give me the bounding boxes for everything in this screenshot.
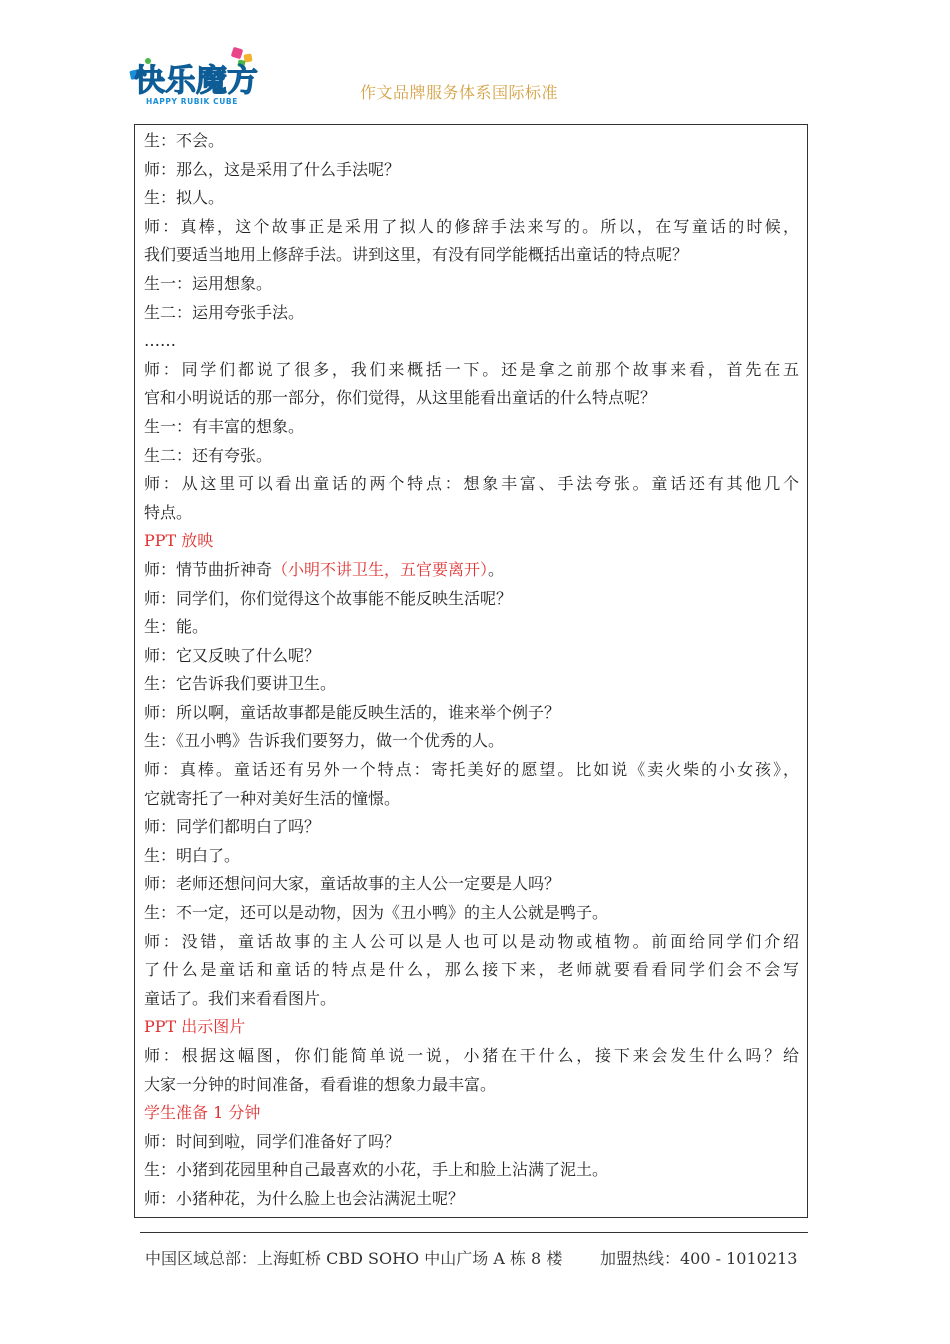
rubik-cube-logo-icon <box>128 46 260 108</box>
footer-address: 中国区域总部：上海虹桥 CBD SOHO 中山广场 A 栋 8 楼 <box>145 1249 563 1268</box>
stage-direction: PPT 放映 <box>144 531 214 551</box>
transcript-line: 师：所以啊，童话故事都是能反映生活的，谁来举个例子？ <box>144 702 561 722</box>
transcript-line: 生一：有丰富的想象。 <box>144 416 305 436</box>
logo-wordmark: 快乐魔方 <box>134 63 258 99</box>
transcript-line: 生二：还有夸张。 <box>144 445 273 465</box>
transcript-line: 生二：运用夸张手法。 <box>144 302 305 322</box>
transcript-line <box>144 556 799 585</box>
footer-hotline: 加盟热线：400 - 1010213 <box>600 1249 798 1268</box>
logo-subtext: HAPPY RUBIK CUBE <box>146 97 238 106</box>
ellipsis-line: …… <box>144 331 176 351</box>
brand-logo <box>128 46 260 108</box>
transcript-line: 生：它告诉我们要讲卫生。 <box>144 674 337 694</box>
transcript-line: 师：真棒。童话还有另外一个特点：寄托美好的愿望。比如说《卖火柴的小女孩》， <box>144 760 799 780</box>
transcript-line: 师：同学们都说了很多，我们来概括一下。还是拿之前那个故事来看，首先在五 <box>144 359 799 379</box>
transcript-line: 师：那么，这是采用了什么手法呢？ <box>144 159 401 179</box>
transcript-line: 生：不一定，还可以是动物，因为《丑小鸭》的主人公就是鸭子。 <box>144 903 609 923</box>
transcript-line: 官和小明说话的那一部分，你们觉得，从这里能看出童话的什么特点呢？ <box>144 388 657 408</box>
transcript-line: 生：《丑小鸭》告诉我们要努力，做一个优秀的人。 <box>144 731 505 751</box>
transcript-line: 师：没错，童话故事的主人公可以是人也可以是动物或植物。前面给同学们介绍 <box>144 931 799 951</box>
transcript-line: 生：明白了。 <box>144 845 241 865</box>
transcript-line: 师：根据这幅图，你们能简单说一说，小猪在干什么，接下来会发生什么吗？给 <box>144 1046 799 1065</box>
transcript-line: 生：小猪到花园里种自己最喜欢的小花，手上和脸上沾满了泥土。 <box>144 1160 609 1180</box>
line-tail: 。 <box>488 559 505 579</box>
transcript-line: 师：老师还想问问大家，童话故事的主人公一定要是人吗？ <box>144 874 561 894</box>
transcript-line: 生：能。 <box>144 617 209 637</box>
transcript-line: 特点。 <box>144 502 193 522</box>
transcript-line: 生：拟人。 <box>144 188 225 208</box>
transcript-line: 它就寄托了一种对美好生活的憧憬。 <box>144 788 401 808</box>
transcript-line: 大家一分钟的时间准备，看看谁的想象力最丰富。 <box>144 1074 497 1094</box>
header-slogan: 作文品牌服务体系国际标准 <box>360 83 559 102</box>
transcript-line: 师：小猪种花，为什么脸上也会沾满泥土呢？ <box>144 1188 465 1208</box>
transcript-line: 师：同学们都明白了吗？ <box>144 817 321 837</box>
transcript-line: 师：真棒，这个故事正是采用了拟人的修辞手法来写的。所以，在写童话的时候， <box>144 216 799 236</box>
transcript-line: 生：不会。 <box>144 131 225 150</box>
stage-direction: 学生准备 1 分钟 <box>144 1103 261 1123</box>
transcript-line: 了什么是童话和童话的特点是什么，那么接下来，老师就要看看同学们会不会写 <box>144 960 799 980</box>
transcript-line: 师：从这里可以看出童话的两个特点：想象丰富、手法夸张。童话还有其他几个 <box>144 474 799 494</box>
stage-direction: PPT 出示图片 <box>144 1017 246 1037</box>
footer-divider <box>140 1232 808 1233</box>
transcript-line: 师：时间到啦，同学们准备好了吗？ <box>144 1131 401 1151</box>
transcript-line: 师：它又反映了什么呢？ <box>144 645 321 665</box>
lesson-transcript-box <box>134 124 808 1218</box>
transcript-line: 童话了。我们来看看图片。 <box>144 988 337 1008</box>
transcript-line: 生一：运用想象。 <box>144 273 273 293</box>
transcript-line: 我们要适当地用上修辞手法。讲到这里，有没有同学能概括出童话的特点呢？ <box>144 245 689 265</box>
stage-note: （小明不讲卫生，五官要离开） <box>272 559 489 579</box>
line-text: 师：情节曲折神奇 <box>144 559 273 579</box>
transcript-line: 师：同学们，你们觉得这个故事能不能反映生活呢？ <box>144 588 513 608</box>
